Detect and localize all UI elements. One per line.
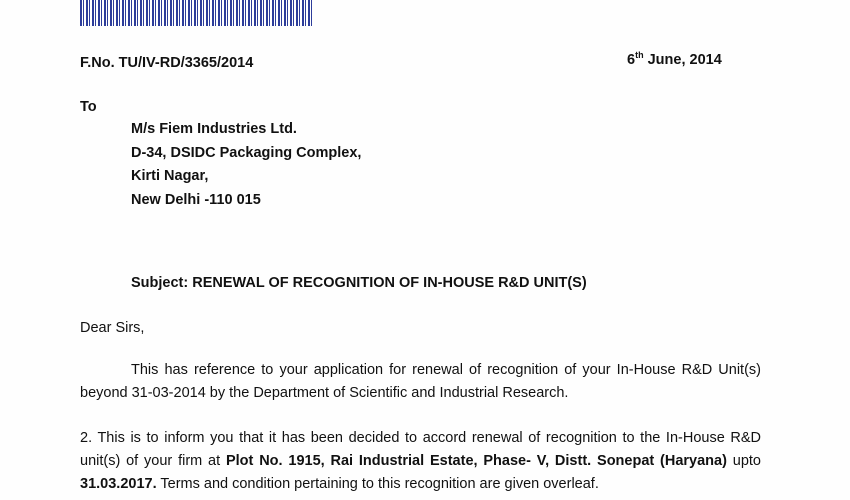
date-month-year: June, 2014 — [643, 52, 722, 68]
date-day-suffix: th — [635, 50, 644, 60]
to-label: To — [80, 99, 97, 115]
address-line: New Delhi -110 015 — [131, 192, 261, 209]
file-reference-number: F.No. TU/IV-RD/3365/2014 — [80, 55, 254, 71]
barcode-stamp — [80, 0, 312, 26]
paragraph-1-text: This has reference to your application for renewal of recognition of your In-House R&D Unit(s) beyond 31-03-2014 by the Department of Scientific and Industrial Research. — [80, 362, 761, 401]
address-line: D-34, DSIDC Packaging Complex, — [131, 144, 362, 161]
salutation: Dear Sirs, — [80, 320, 145, 336]
paragraph-2-part-1: 2. This is to inform you that it has been decided to accord renewal of recognition to the In-House R&D unit(s) of your firm at — [80, 430, 761, 469]
paragraph-2-part-2: upto — [726, 453, 761, 469]
valid-until-date: 31.03.2017. — [80, 476, 157, 492]
unit-location: Plot No. 1915, Rai Industrial Estate, Phase- V, Distt. Sonepat (Haryana) — [225, 453, 727, 469]
paragraph-2-text — [80, 427, 761, 496]
paragraph-1 — [80, 359, 761, 405]
recipient-address — [131, 121, 361, 216]
address-line: Kirti Nagar, — [131, 168, 209, 185]
paragraph-2 — [80, 427, 761, 496]
date-day: 6 — [627, 52, 636, 68]
paragraph-2-part-3: Terms and condition pertaining to this recognition are given overleaf. — [156, 476, 599, 492]
address-line: M/s Fiem Industries Ltd. — [131, 121, 297, 137]
letter-date — [627, 52, 722, 69]
subject-line: Subject: RENEWAL OF RECOGNITION OF IN-HOUSE R&D UNIT(S) — [131, 275, 587, 291]
